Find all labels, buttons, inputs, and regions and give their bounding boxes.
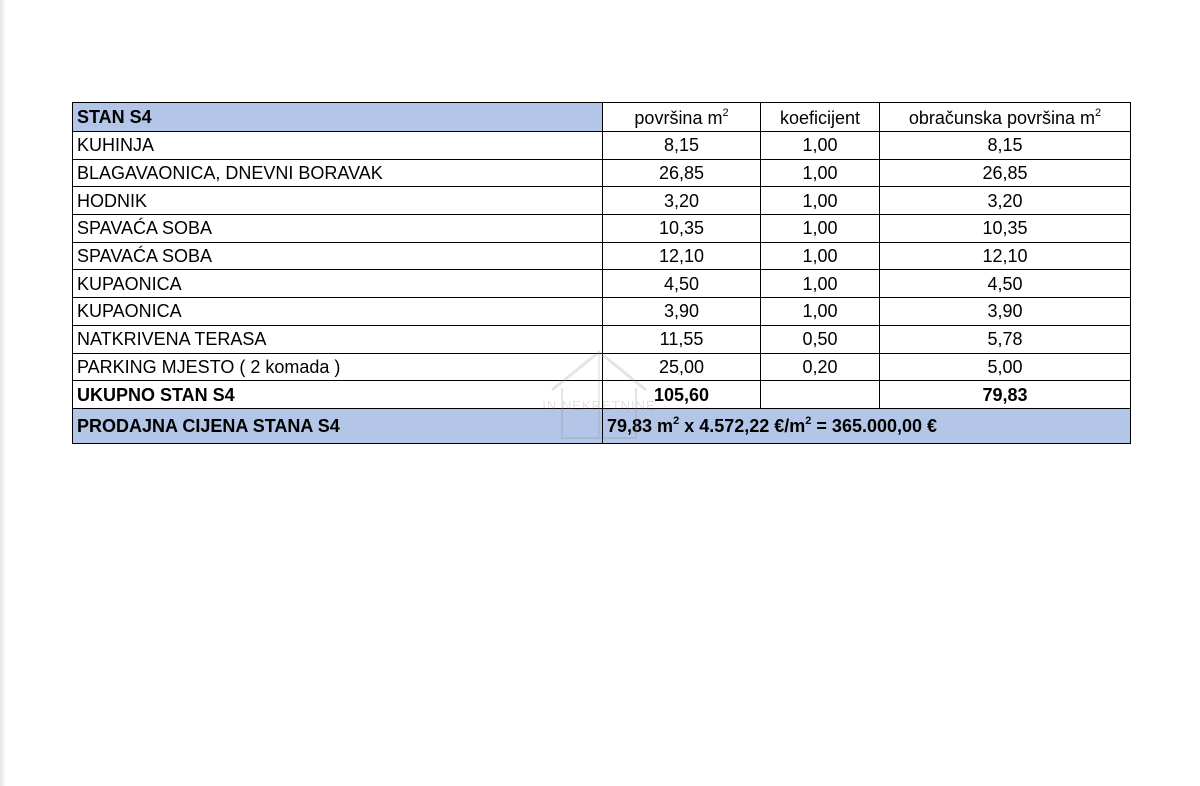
room-name: BLAGAVAONICA, DNEVNI BORAVAK (73, 159, 603, 187)
column-header-area: površina $m^2$ (603, 103, 761, 132)
room-coefficient: 1,00 (761, 242, 880, 270)
total-label: UKUPNO STAN S4 (73, 381, 603, 409)
room-area: 8,15 (603, 132, 761, 160)
room-name: KUPAONICA (73, 270, 603, 298)
room-coefficient: 1,00 (761, 187, 880, 215)
table-row (73, 270, 1131, 298)
room-area: 12,10 (603, 242, 761, 270)
price-row (73, 408, 1131, 443)
room-area: 4,50 (603, 270, 761, 298)
room-calculated-area: 3,90 (880, 298, 1131, 326)
table-row (73, 325, 1131, 353)
table-row (73, 187, 1131, 215)
price-label: PRODAJNA CIJENA STANA S4 (73, 408, 603, 443)
total-calculated-area: 79,83 (880, 381, 1131, 409)
room-area: 3,90 (603, 298, 761, 326)
room-calculated-area: 10,35 (880, 215, 1131, 243)
table-title: STAN S4 (73, 103, 603, 132)
room-calculated-area: 8,15 (880, 132, 1131, 160)
total-area: 105,60 (603, 381, 761, 409)
room-coefficient: 1,00 (761, 159, 880, 187)
room-calculated-area: 12,10 (880, 242, 1131, 270)
room-coefficient: 0,50 (761, 325, 880, 353)
table-row (73, 132, 1131, 160)
table-row (73, 215, 1131, 243)
room-coefficient: 1,00 (761, 132, 880, 160)
room-calculated-area: 26,85 (880, 159, 1131, 187)
column-header-coefficient: koeficijent (761, 103, 880, 132)
column-header-calculated-area: obračunska površina $m^2$ (880, 103, 1131, 132)
room-area: 26,85 (603, 159, 761, 187)
room-area: 10,35 (603, 215, 761, 243)
room-name: PARKING MJESTO ( 2 komada ) (73, 353, 603, 381)
table-row (73, 353, 1131, 381)
watermark-text: IN NEKRETNINE (542, 398, 656, 413)
price-formula: 79,83 $m^2$ x 4.572,22 $€/m^2 = 365.000,00$ € (603, 408, 1131, 443)
room-calculated-area: 3,20 (880, 187, 1131, 215)
table-row (73, 159, 1131, 187)
room-coefficient: 1,00 (761, 215, 880, 243)
room-area: 11,55 (603, 325, 761, 353)
room-calculated-area: 5,00 (880, 353, 1131, 381)
total-coefficient-empty (761, 381, 880, 409)
apartment-area-table (72, 102, 1131, 444)
page-edge-shadow (0, 0, 6, 786)
room-name: KUPAONICA (73, 298, 603, 326)
table-row (73, 242, 1131, 270)
room-name: NATKRIVENA TERASA (73, 325, 603, 353)
room-area: 3,20 (603, 187, 761, 215)
room-coefficient: 1,00 (761, 270, 880, 298)
room-coefficient: 0,20 (761, 353, 880, 381)
room-area: 25,00 (603, 353, 761, 381)
table-row (73, 298, 1131, 326)
room-name: KUHINJA (73, 132, 603, 160)
room-calculated-area: 4,50 (880, 270, 1131, 298)
table-header-row (73, 103, 1131, 132)
room-name: HODNIK (73, 187, 603, 215)
room-name: SPAVAĆA SOBA (73, 242, 603, 270)
total-row (73, 381, 1131, 409)
room-calculated-area: 5,78 (880, 325, 1131, 353)
room-name: SPAVAĆA SOBA (73, 215, 603, 243)
room-coefficient: 1,00 (761, 298, 880, 326)
